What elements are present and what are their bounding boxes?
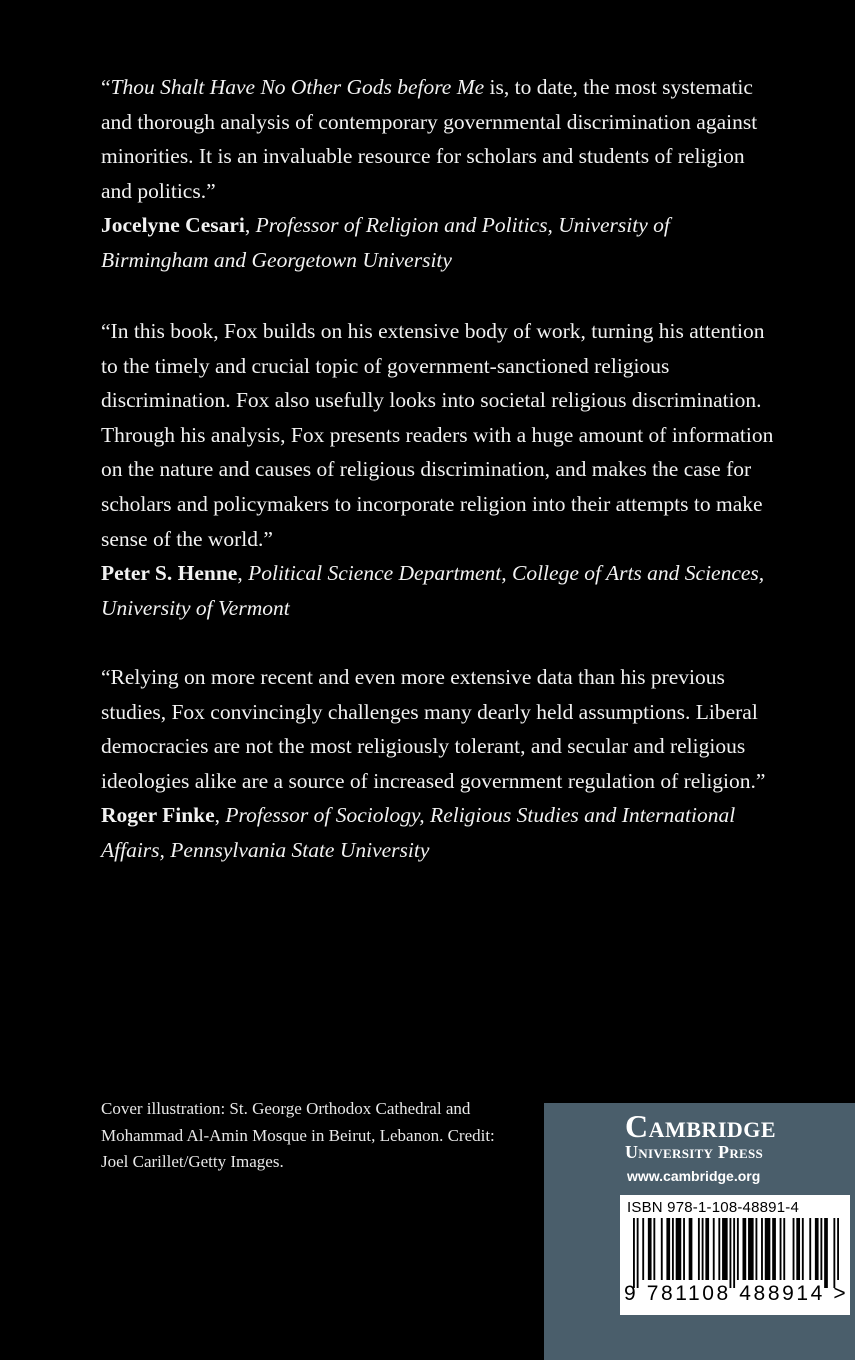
barcode-bar (772, 1218, 776, 1280)
barcode-bar (783, 1218, 785, 1280)
endorsement-finke (101, 660, 781, 868)
barcode-bar (683, 1218, 685, 1280)
endorsement-henne (101, 314, 781, 625)
barcode-bar (648, 1218, 652, 1280)
barcode-bar (705, 1218, 709, 1280)
barcode-bar (633, 1218, 635, 1288)
barcode-bar (824, 1218, 828, 1288)
barcode-bar (837, 1218, 839, 1280)
attribution: Peter S. Henne, Political Science Department, College of Arts and Sciences, University of Vermont (101, 561, 765, 620)
isbn-text: ISBN 978-1-108-48891-4 (627, 1199, 800, 1216)
barcode-bar (642, 1218, 644, 1280)
barcode-bar (755, 1218, 757, 1280)
barcode-bar (761, 1218, 763, 1280)
barcode (630, 1218, 842, 1290)
barcode-bar (820, 1218, 822, 1280)
attribution: Jocelyne Cesari, Professor of Religion and Politics, University of Birmingham and Georgetown University (101, 213, 670, 272)
barcode-bar (689, 1218, 693, 1280)
barcode-bar (737, 1218, 739, 1280)
author-affiliation: Professor of Sociology, Religious Studies and International Affairs, Pennsylvania State University (101, 803, 736, 862)
publisher-subname: University Press (625, 1142, 764, 1162)
barcode-bar (796, 1218, 800, 1280)
quote-text: “Thou Shalt Have No Other Gods before Me is, to date, the most systematic and thorough analysis of contemporary governmental discrimination against minorities. It is an invaluable resource for scholars and students of religion and politics.” (101, 75, 758, 203)
barcode-bar (702, 1218, 704, 1280)
barcode-bar (793, 1218, 795, 1280)
quote-text: “In this book, Fox builds on his extensive body of work, turning his attention to the timely and crucial topic of government-sanctioned religious discrimination. Fox also usefully looks into societal religious discrimination. Through his analysis, Fox presents readers with a huge amount of information on the nature and causes of religious discrimination, and makes the case for scholars and policymakers to incorporate religion into their attempts to make sense of the world.” (101, 319, 774, 551)
author-affiliation: Professor of Religion and Politics, University of Birmingham and Georgetown University (101, 213, 670, 272)
barcode-bar (809, 1218, 811, 1280)
author-name: Peter S. Henne (101, 561, 238, 586)
barcode-bar (676, 1218, 682, 1280)
barcode-bar (765, 1218, 771, 1280)
publisher-url[interactable]: www.cambridge.org (627, 1168, 761, 1184)
barcode-bar (653, 1218, 655, 1280)
barcode-bar (713, 1218, 715, 1280)
barcode-bar (722, 1218, 728, 1280)
author-affiliation: Political Science Department, College of Arts and Sciences, University of Vermont (101, 561, 765, 620)
barcode-bar (637, 1218, 639, 1288)
barcode-bar (661, 1218, 663, 1280)
publisher-name: Cambridge (625, 1108, 777, 1144)
barcode-bar (743, 1218, 747, 1280)
barcode-bar (748, 1218, 754, 1280)
barcode-bar (672, 1218, 674, 1280)
barcode-bar (815, 1218, 819, 1280)
author-name: Jocelyne Cesari (101, 213, 245, 238)
author-name: Roger Finke (101, 803, 215, 828)
cover-credit: Cover illustration: St. George Orthodox Cathedral and Mohammad Al-Amin Mosque in Beirut, Lebanon. Credit: Joel Carillet/Getty Images. (101, 1099, 495, 1171)
quote-text: “Relying on more recent and even more extensive data than his previous studies, Fox convincingly challenges many dearly held assumptions. Liberal democracies are not the most religiously tolerant, and secular and religious ideologies alike are a source of increased government regulation of religion.” (101, 665, 766, 793)
barcode-bar (698, 1218, 700, 1280)
endorsement-cesari (101, 70, 781, 278)
attribution: Roger Finke, Professor of Sociology, Religious Studies and International Affairs, Pennsylvania State University (101, 803, 736, 862)
barcode-bar (718, 1218, 720, 1280)
barcode-bar (802, 1218, 804, 1280)
barcode-digits: 9 781108 488914 > (624, 1282, 849, 1305)
book-title: Thou Shalt Have No Other Gods before Me (110, 75, 485, 99)
barcode-bar (733, 1218, 735, 1288)
barcode-bar (833, 1218, 835, 1288)
barcode-bar (780, 1218, 782, 1280)
barcode-bar (666, 1218, 670, 1280)
barcode-bar (730, 1218, 732, 1288)
